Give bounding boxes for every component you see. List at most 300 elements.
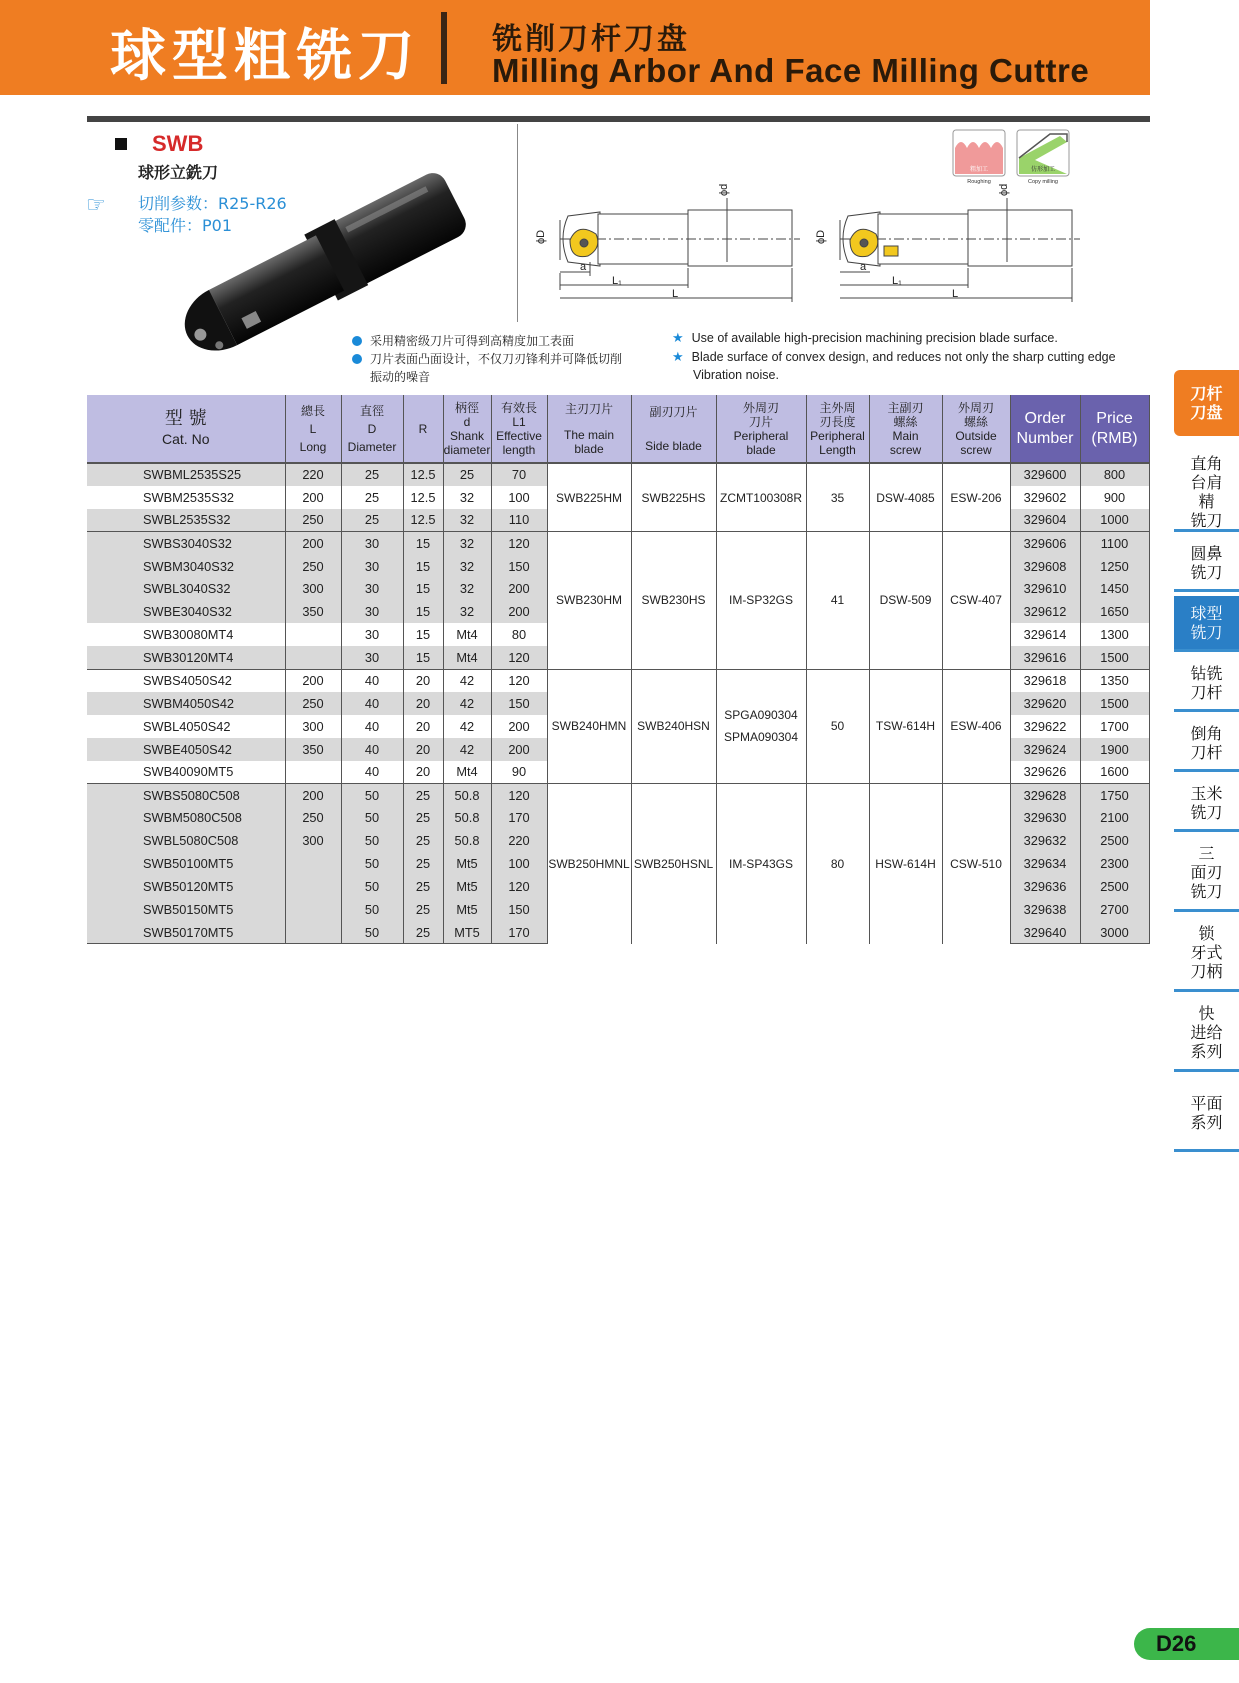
cell-d: 32	[443, 555, 491, 578]
cell-D: 40	[341, 761, 403, 784]
cell-peripheral-length: 41	[806, 532, 869, 669]
cell-L	[285, 852, 341, 875]
cell-L1: 110	[491, 509, 547, 532]
cell-d: 25	[443, 463, 491, 486]
side-tab-7[interactable]	[1174, 836, 1239, 912]
cell-price: 1100	[1080, 532, 1149, 555]
drawing-1	[560, 198, 800, 302]
cell-R: 20	[403, 738, 443, 761]
star-icon: ★	[672, 348, 684, 364]
col-header-peripheral-length: 主外周 刃長度 Peripheral Length	[806, 395, 869, 463]
cell-d: Mt5	[443, 875, 491, 898]
cell-order: 329604	[1010, 509, 1080, 532]
side-tab-label: 精	[1198, 491, 1215, 511]
side-tab-label: 台肩	[1190, 472, 1223, 492]
L-label-1: L	[672, 288, 679, 300]
cell-cat: SWB40090MT5	[87, 761, 285, 784]
cell-L1: 170	[491, 806, 547, 829]
cell-R: 25	[403, 875, 443, 898]
cell-d: Mt5	[443, 898, 491, 921]
cell-peripheral-length: 35	[806, 463, 869, 532]
cell-d: 32	[443, 486, 491, 509]
table-row	[87, 669, 1149, 692]
L1-label-2: L₁	[892, 275, 902, 287]
cell-D: 40	[341, 738, 403, 761]
cell-L: 250	[285, 692, 341, 715]
cell-price: 1700	[1080, 715, 1149, 738]
cell-D: 40	[341, 715, 403, 738]
cell-order: 329634	[1010, 852, 1080, 875]
cell-D: 50	[341, 783, 403, 806]
cell-d: 42	[443, 738, 491, 761]
cell-main-screw: HSW-614H	[869, 783, 942, 943]
cell-L1: 100	[491, 486, 547, 509]
cell-R: 15	[403, 623, 443, 646]
cell-peripheral-blade	[716, 463, 806, 532]
cell-cat: SWBL4050S42	[87, 715, 285, 738]
cell-main-blade: SWB250HMNL	[547, 783, 631, 943]
col-header-cat: 型 號 Cat. No	[87, 395, 285, 463]
cell-D: 50	[341, 898, 403, 921]
roughing-en-label: Roughing	[967, 179, 991, 185]
cell-cat: SWBS3040S32	[87, 532, 285, 555]
cell-price: 1750	[1080, 783, 1149, 806]
ball-end-mill-image	[170, 168, 490, 358]
cell-main-screw: DSW-4085	[869, 463, 942, 532]
cell-D: 30	[341, 623, 403, 646]
spare-parts: 零配件：P01	[138, 216, 233, 235]
dimension-drawings	[530, 128, 1090, 318]
cell-L: 220	[285, 463, 341, 486]
cell-peripheral-blade	[716, 532, 806, 669]
side-tab-label: 刀杆	[1190, 682, 1223, 702]
roughing-icon	[953, 130, 1005, 185]
phi-d-label-1: ϕd	[718, 183, 730, 196]
cell-price: 1350	[1080, 669, 1149, 692]
cell-L: 350	[285, 600, 341, 623]
cell-L	[285, 761, 341, 784]
side-tab-label: 球型	[1190, 603, 1223, 623]
cell-outside-screw: CSW-510	[942, 783, 1010, 943]
cell-cat: SWBM4050S42	[87, 692, 285, 715]
cell-d: 32	[443, 577, 491, 600]
cell-cat: SWB30120MT4	[87, 646, 285, 669]
feature-cn-item: 刀片表面凸面设计，不仅刀刃锋利并可降低切削	[352, 350, 662, 368]
cell-L1: 200	[491, 738, 547, 761]
cell-order: 329630	[1010, 806, 1080, 829]
cell-cat: SWB50170MT5	[87, 921, 285, 944]
cell-d: 42	[443, 669, 491, 692]
cell-main-screw: DSW-509	[869, 532, 942, 669]
cell-cat: SWBE3040S32	[87, 600, 285, 623]
cell-cat: SWBML2535S25	[87, 463, 285, 486]
cell-d: Mt5	[443, 852, 491, 875]
cell-main-blade: SWB230HM	[547, 532, 631, 669]
col-header-R: R	[403, 395, 443, 463]
cell-L: 300	[285, 577, 341, 600]
col-header-D: 直徑 D Diameter	[341, 395, 403, 463]
page-number: D26	[1134, 1628, 1239, 1660]
square-bullet-icon	[115, 138, 127, 150]
cell-L: 250	[285, 555, 341, 578]
phi-D-label-1: ϕD	[535, 229, 547, 244]
side-tab-label: 直角	[1190, 453, 1223, 473]
spec-table	[87, 395, 1150, 944]
cell-side-blade: SWB250HSNL	[631, 783, 716, 943]
cell-L1: 150	[491, 898, 547, 921]
cell-price: 900	[1080, 486, 1149, 509]
cell-order: 329638	[1010, 898, 1080, 921]
cell-R: 15	[403, 577, 443, 600]
cell-L1: 120	[491, 783, 547, 806]
cell-cat: SWBL3040S32	[87, 577, 285, 600]
side-tab-4[interactable]	[1174, 656, 1239, 712]
side-tab-label: 进给	[1190, 1023, 1223, 1042]
cell-order: 329612	[1010, 600, 1080, 623]
cell-L: 350	[285, 738, 341, 761]
cell-price: 1900	[1080, 738, 1149, 761]
cell-order: 329610	[1010, 577, 1080, 600]
cell-L1: 120	[491, 669, 547, 692]
cell-price: 2100	[1080, 806, 1149, 829]
cell-D: 25	[341, 486, 403, 509]
cell-order: 329622	[1010, 715, 1080, 738]
cell-L: 300	[285, 715, 341, 738]
peripheral-blade-value: ZCMT100308R	[719, 490, 803, 505]
col-header-price: Price (RMB)	[1080, 395, 1149, 463]
col-header-order: Order Number	[1010, 395, 1080, 463]
side-tab-label: 三	[1198, 844, 1215, 863]
cell-D: 30	[341, 577, 403, 600]
cell-R: 25	[403, 898, 443, 921]
cell-R: 20	[403, 669, 443, 692]
cell-D: 40	[341, 692, 403, 715]
cell-cat: SWBM2535S32	[87, 486, 285, 509]
side-tab-0[interactable]	[1174, 370, 1239, 436]
cell-L1: 200	[491, 577, 547, 600]
cell-L	[285, 623, 341, 646]
cell-peripheral-length: 80	[806, 783, 869, 943]
cell-L: 200	[285, 486, 341, 509]
table-row	[87, 463, 1149, 486]
cell-D: 50	[341, 875, 403, 898]
feature-cn-item: 振动的噪音	[370, 370, 431, 384]
side-tab-label: 铣刀	[1190, 802, 1223, 822]
col-header-L1: 有效長 L1 Effective length	[491, 395, 547, 463]
header-separator	[441, 12, 447, 84]
side-tab-label: 铣刀	[1190, 562, 1223, 582]
cell-cat: SWBM3040S32	[87, 555, 285, 578]
col-header-d: 柄徑 d Shank diameter	[443, 395, 491, 463]
cell-cat: SWBE4050S42	[87, 738, 285, 761]
cell-price: 1500	[1080, 692, 1149, 715]
cell-L: 200	[285, 532, 341, 555]
cell-d: 50.8	[443, 806, 491, 829]
cell-D: 50	[341, 806, 403, 829]
cell-order: 329628	[1010, 783, 1080, 806]
side-tab-2[interactable]	[1174, 536, 1239, 592]
side-tab-6[interactable]	[1174, 776, 1239, 832]
cell-D: 25	[341, 509, 403, 532]
L1-label-1: L₁	[612, 275, 622, 287]
cell-side-blade: SWB225HS	[631, 463, 716, 532]
cell-R: 12.5	[403, 486, 443, 509]
col-header-main-screw: 主副刃 螺絲 Main screw	[869, 395, 942, 463]
cell-L: 300	[285, 829, 341, 852]
cell-main-screw: TSW-614H	[869, 669, 942, 783]
a-label-1: a	[580, 261, 587, 273]
cell-order: 329626	[1010, 761, 1080, 784]
side-tab-label: 系列	[1190, 1042, 1223, 1061]
cell-outside-screw: ESW-406	[942, 669, 1010, 783]
pointing-hand-icon: ☞	[86, 192, 106, 217]
cell-cat: SWB50100MT5	[87, 852, 285, 875]
blue-dot-icon	[352, 336, 362, 346]
L-label-2: L	[952, 288, 959, 300]
section-divider	[87, 116, 1150, 122]
blue-dot-icon	[352, 354, 362, 364]
cell-R: 25	[403, 829, 443, 852]
side-tab-9[interactable]	[1174, 996, 1239, 1072]
side-tab-label: 铣刀	[1190, 510, 1223, 530]
cell-D: 50	[341, 829, 403, 852]
cell-price: 2500	[1080, 829, 1149, 852]
cell-D: 40	[341, 669, 403, 692]
cell-R: 15	[403, 532, 443, 555]
cell-peripheral-blade	[716, 783, 806, 943]
peripheral-blade-value: IM-SP32GS	[728, 593, 794, 608]
cell-price: 3000	[1080, 921, 1149, 944]
vertical-divider	[517, 124, 518, 322]
cell-L1: 120	[491, 875, 547, 898]
header-subtitle-en: Milling Arbor And Face Milling Cuttre	[492, 52, 1090, 89]
cell-L1: 120	[491, 532, 547, 555]
cell-L: 250	[285, 509, 341, 532]
table-header-row	[87, 395, 1149, 463]
cell-R: 25	[403, 783, 443, 806]
phi-d-label-2: ϕd	[998, 183, 1010, 196]
cell-d: 42	[443, 692, 491, 715]
cell-D: 50	[341, 852, 403, 875]
cell-order: 329620	[1010, 692, 1080, 715]
side-tab-5[interactable]	[1174, 716, 1239, 772]
header-title-cn: 球型粗铣刀	[110, 24, 420, 89]
side-tab-label: 刀杆	[1190, 384, 1223, 403]
cell-D: 25	[341, 463, 403, 486]
cell-order: 329624	[1010, 738, 1080, 761]
side-tab-label: 面刃	[1190, 863, 1223, 882]
cell-side-blade: SWB240HSN	[631, 669, 716, 783]
cell-main-blade: SWB240HMN	[547, 669, 631, 783]
cell-R: 12.5	[403, 509, 443, 532]
side-tab-3[interactable]	[1174, 596, 1239, 652]
side-tab-label: 铣刀	[1190, 622, 1223, 642]
a-label-2: a	[860, 261, 867, 273]
cell-main-blade: SWB225HM	[547, 463, 631, 532]
cell-order: 329636	[1010, 875, 1080, 898]
cell-R: 25	[403, 852, 443, 875]
cell-L: 200	[285, 783, 341, 806]
cell-price: 1500	[1080, 646, 1149, 669]
cell-cat: SWBL2535S32	[87, 509, 285, 532]
side-tab-8[interactable]	[1174, 916, 1239, 992]
side-tab-label: 铣刀	[1190, 882, 1223, 901]
side-tab-label: 刀柄	[1190, 962, 1223, 981]
cell-D: 30	[341, 646, 403, 669]
peripheral-blade-value: IM-SP43GS	[728, 856, 794, 871]
cutting-params: 切削参数：R25-R26	[138, 194, 287, 213]
cell-cat: SWB50150MT5	[87, 898, 285, 921]
cell-R: 20	[403, 715, 443, 738]
side-tab-label: 系列	[1190, 1112, 1223, 1132]
feature-en-item: Vibration noise.	[693, 368, 779, 382]
cell-peripheral-blade	[716, 669, 806, 783]
features-cn	[352, 332, 662, 386]
col-header-main-blade: 主刃刀片 The main blade	[547, 395, 631, 463]
cell-peripheral-length: 50	[806, 669, 869, 783]
cell-order: 329608	[1010, 555, 1080, 578]
page-header	[0, 0, 1150, 95]
side-tab-label: 平面	[1190, 1093, 1223, 1113]
cell-R: 15	[403, 555, 443, 578]
cell-order: 329602	[1010, 486, 1080, 509]
product-model: SWB	[152, 131, 204, 156]
side-tab-1[interactable]	[1174, 454, 1239, 532]
cell-R: 15	[403, 600, 443, 623]
cell-L	[285, 646, 341, 669]
cell-cat: SWBS5080C508	[87, 783, 285, 806]
side-tab-label: 钻铣	[1190, 663, 1223, 683]
cell-cat: SWB50120MT5	[87, 875, 285, 898]
cell-order: 329640	[1010, 921, 1080, 944]
cell-L: 250	[285, 806, 341, 829]
cell-cat: SWBS4050S42	[87, 669, 285, 692]
cell-R: 25	[403, 921, 443, 944]
cell-D: 30	[341, 600, 403, 623]
table-body	[87, 463, 1149, 944]
cell-R: 25	[403, 806, 443, 829]
cell-L1: 70	[491, 463, 547, 486]
header-subtitle-cn: 铣削刀杆刀盘	[492, 22, 690, 57]
cell-price: 800	[1080, 463, 1149, 486]
cell-L	[285, 898, 341, 921]
cell-price: 2500	[1080, 875, 1149, 898]
product-name-cn: 球形立銑刀	[138, 163, 219, 182]
side-tab-label: 刀杆	[1190, 742, 1223, 762]
cell-L	[285, 875, 341, 898]
cell-outside-screw: CSW-407	[942, 532, 1010, 669]
cell-L1: 150	[491, 692, 547, 715]
cell-price: 1450	[1080, 577, 1149, 600]
side-tab-label: 玉米	[1190, 783, 1223, 803]
phi-D-label-2: ϕD	[815, 229, 827, 244]
cell-side-blade: SWB230HS	[631, 532, 716, 669]
copy-cn-label: 仿形加工	[1030, 167, 1056, 173]
col-header-outside-screw: 外周刃 螺絲 Outside screw	[942, 395, 1010, 463]
roughing-cn-label: 粗加工	[969, 167, 989, 173]
cell-d: Mt4	[443, 646, 491, 669]
side-category-tabs	[1174, 370, 1239, 1156]
cell-order: 329614	[1010, 623, 1080, 646]
feature-en-item: ★ Use of available high-precision machining precision blade surface.	[672, 330, 1058, 345]
cell-order: 329616	[1010, 646, 1080, 669]
cell-d: 50.8	[443, 829, 491, 852]
peripheral-blade-value: SPGA090304	[724, 708, 798, 723]
col-header-peripheral-blade: 外周刃 刀片 Peripheral blade	[716, 395, 806, 463]
cell-price: 1250	[1080, 555, 1149, 578]
cell-cat: SWBM5080C508	[87, 806, 285, 829]
cell-order: 329600	[1010, 463, 1080, 486]
cell-D: 30	[341, 555, 403, 578]
cell-R: 20	[403, 761, 443, 784]
cell-order: 329632	[1010, 829, 1080, 852]
table-row	[87, 783, 1149, 806]
cell-d: MT5	[443, 921, 491, 944]
side-tab-label: 圆鼻	[1190, 543, 1223, 563]
cell-L1: 170	[491, 921, 547, 944]
cell-price: 2700	[1080, 898, 1149, 921]
drawing-2	[840, 198, 1080, 302]
side-tab-label: 刀盘	[1190, 403, 1223, 422]
cell-L1: 90	[491, 761, 547, 784]
side-tab-label: 锁	[1198, 924, 1215, 943]
cell-L	[285, 921, 341, 944]
cell-L: 200	[285, 669, 341, 692]
cell-L1: 200	[491, 715, 547, 738]
peripheral-blade-value: SPMA090304	[723, 730, 799, 745]
side-tab-10[interactable]	[1174, 1076, 1239, 1152]
cell-d: 50.8	[443, 783, 491, 806]
cell-L1: 150	[491, 555, 547, 578]
cell-R: 15	[403, 646, 443, 669]
cell-outside-screw: ESW-206	[942, 463, 1010, 532]
col-header-L: 總長 L Long	[285, 395, 341, 463]
cell-L1: 120	[491, 646, 547, 669]
cell-order: 329606	[1010, 532, 1080, 555]
cell-price: 2300	[1080, 852, 1149, 875]
side-tab-label: 牙式	[1190, 943, 1223, 962]
star-icon: ★	[672, 330, 684, 345]
cell-order: 329618	[1010, 669, 1080, 692]
cell-price: 1600	[1080, 761, 1149, 784]
copy-en-label: Copy milling	[1028, 179, 1058, 185]
col-header-side-blade: 副刃刀片 Side blade	[631, 395, 716, 463]
feature-cn-item: 采用精密级刀片可得到高精度加工表面	[352, 332, 662, 350]
cell-d: Mt4	[443, 761, 491, 784]
cell-d: 32	[443, 509, 491, 532]
copy-milling-icon	[1017, 130, 1069, 185]
cell-R: 12.5	[403, 463, 443, 486]
cell-price: 1300	[1080, 623, 1149, 646]
cell-L1: 220	[491, 829, 547, 852]
side-tab-label: 快	[1198, 1004, 1215, 1023]
features-en	[672, 329, 1162, 385]
cell-L1: 80	[491, 623, 547, 646]
cell-cat: SWBL5080C508	[87, 829, 285, 852]
cell-d: 32	[443, 600, 491, 623]
cell-price: 1650	[1080, 600, 1149, 623]
cell-D: 30	[341, 532, 403, 555]
table-row	[87, 532, 1149, 555]
cell-price: 1000	[1080, 509, 1149, 532]
cell-d: 42	[443, 715, 491, 738]
cell-d: 32	[443, 532, 491, 555]
cell-d: Mt4	[443, 623, 491, 646]
cell-R: 20	[403, 692, 443, 715]
cell-L1: 200	[491, 600, 547, 623]
cell-D: 50	[341, 921, 403, 944]
cell-L1: 100	[491, 852, 547, 875]
